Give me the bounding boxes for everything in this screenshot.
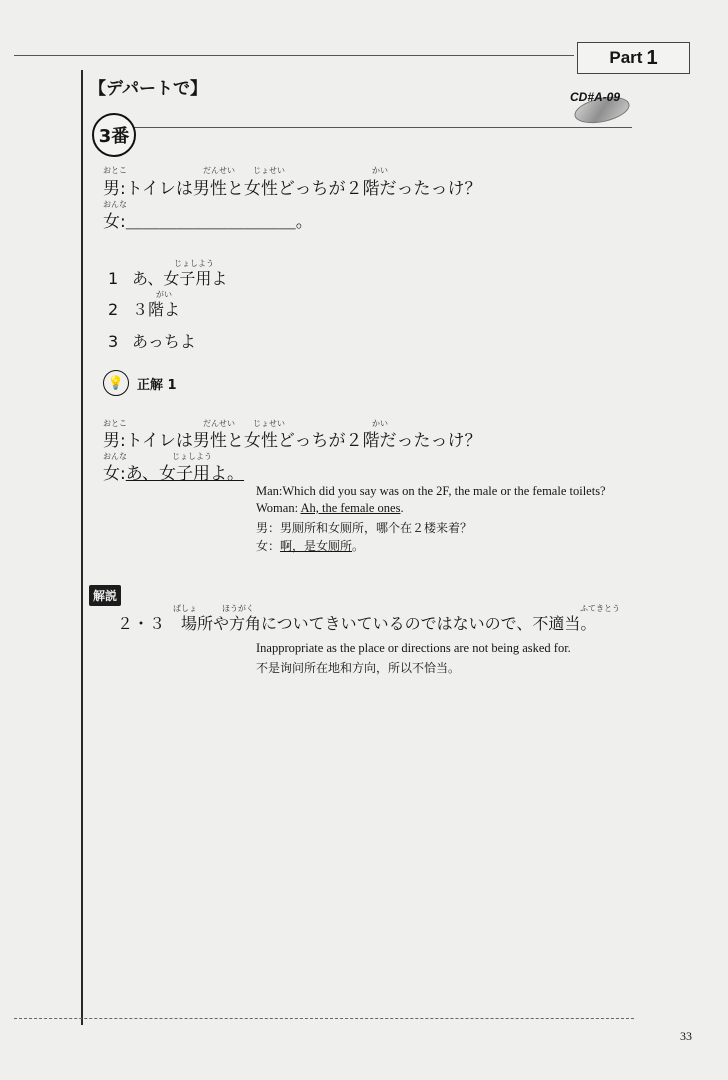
option-2-furigana: がい [156,290,172,299]
speaker-woman: 女 [103,212,120,232]
translation-en-woman-suffix: . [400,501,404,515]
explanation-en: Inappropriate as the place or directions are not being asked for. [256,641,571,655]
part-number: 1 [646,46,658,69]
translation-zh-woman-answer: 啊，是女厕所 [280,539,353,553]
cd-track-marker [566,90,636,126]
translation-zh-woman-prefix: 女： [256,539,281,553]
footer-dashed-rule [14,1018,634,1019]
option-1 [108,266,227,289]
translation-zh-woman-suffix: 。 [352,539,365,553]
option-3-text: あっちよ [132,332,196,351]
answer-header [103,369,177,397]
part-label-box [577,42,690,74]
answer-furigana-joshiyou: じょしよう [172,452,212,461]
question-woman-line [103,207,313,232]
answer-blank: :＿＿＿＿＿＿＿＿＿＿。 [120,212,313,232]
answer-speaker-woman: 女 [103,464,120,484]
answer-furigana-josei: じょせい [253,419,285,428]
option-1-text: あ、女子用よ [132,269,228,288]
explanation-text: ２・３ 場所や方角についてきいているのではないので、不適当。 [117,614,597,633]
option-2-text: ３階よ [132,300,181,319]
option-3 [108,329,196,352]
question-number-badge: 3番 [92,113,136,157]
cd-track-label: CD#A-09 [570,90,621,104]
answer-furigana-dansei: だんせい [203,419,235,428]
explanation-furigana-hougaku: ほうがく [222,604,254,613]
explanation-furigana-futekitou: ふてきとう [580,604,620,613]
lightbulb-icon: 💡 [103,370,129,396]
option-2-number: 2 [108,300,119,319]
translation-zh-woman [256,537,364,554]
translation-en-woman-answer: Ah, the female ones [300,501,401,515]
answer-woman-line [103,459,244,484]
furigana-josei: じょせい [253,166,285,175]
answer-woman-prefix: : [120,464,126,484]
explanation-zh: 不是询问所在地和方向，所以不恰当。 [256,661,461,675]
question-man-text: :トイレは男性と女性どっちが２階だったっけ？ [120,179,482,199]
option-1-furigana: じょしよう [174,259,214,268]
answer-label: 正解 1 [137,377,177,393]
furigana-kai: かい [372,166,388,175]
answer-furigana-otoko: おとこ [103,419,127,428]
answer-furigana-onna: おんな [103,452,127,461]
explanation-badge: 解説 [89,585,121,606]
answer-speaker-man: 男 [103,431,120,451]
answer-man-text: :トイレは男性と女性どっちが２階だったっけ？ [120,431,482,451]
answer-furigana-kai: かい [372,419,388,428]
explanation-furigana-basho: ばしょ [173,604,197,613]
option-1-number: 1 [108,269,119,288]
section-title: 【デパートで】 [89,79,207,99]
header-rule [14,55,574,56]
translation-en-woman-prefix: Woman: [256,501,301,515]
translation-en-woman [256,501,404,516]
answer-man-line [103,426,482,451]
translation-en-man: Man:Which did you say was on the 2F, the male or the female toilets? [256,484,606,498]
furigana-onna: おんな [103,200,127,209]
option-2 [108,297,180,320]
question-rule [130,127,632,128]
answer-woman-text: あ、女子用よ。 [125,464,245,484]
furigana-otoko: おとこ [103,166,127,175]
question-man-line [103,174,482,199]
speaker-man: 男 [103,179,120,199]
furigana-dansei: だんせい [203,166,235,175]
translation-zh-man: 男：男厕所和女厕所，哪个在２楼来着？ [256,521,473,535]
page-number: 33 [680,1029,692,1043]
option-3-number: 3 [108,332,119,351]
margin-rule [81,70,83,1025]
part-label: Part [609,48,643,67]
